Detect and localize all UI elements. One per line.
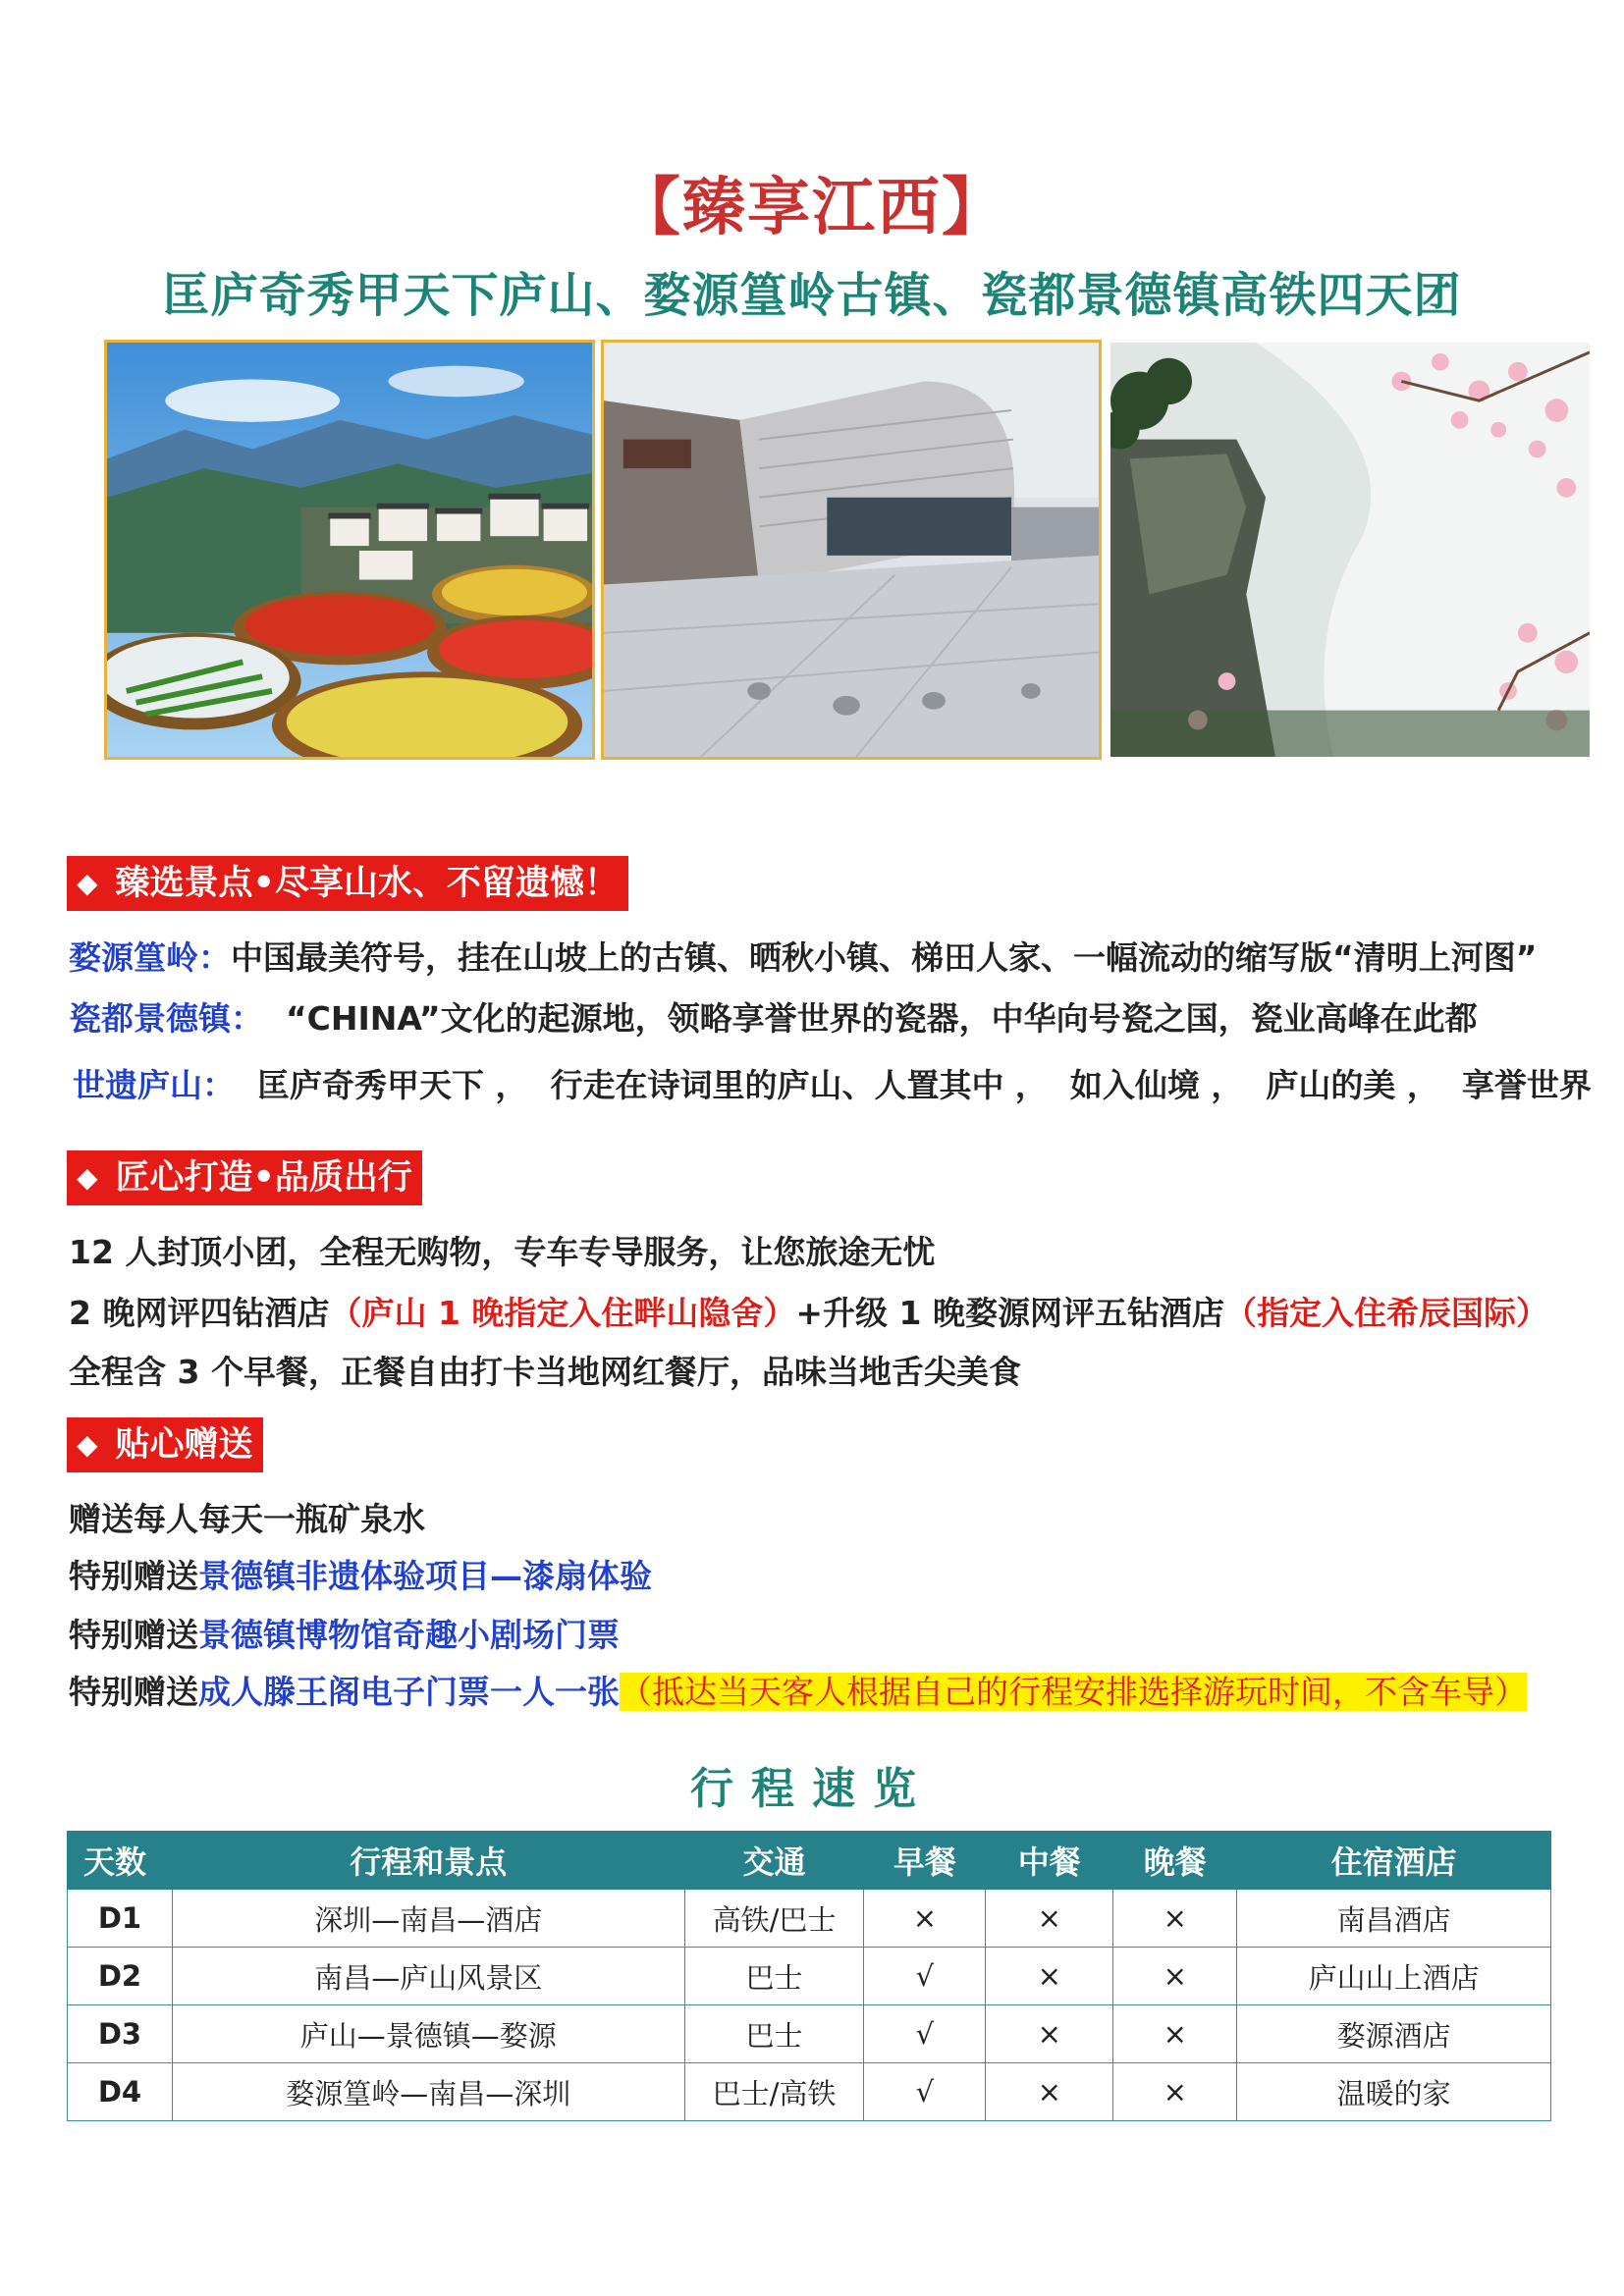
quality-line-small-group: 12 人封顶小团，全程无购物，专车专导服务，让您旅途无忧 [69,1233,936,1271]
gift-line-water: 赠送每人每天一瓶矿泉水 [69,1500,425,1538]
diamond-icon: ◆ [77,1428,98,1461]
table-cell-route: 深圳—南昌—酒店 [172,1890,684,1948]
column-header: 天数 [68,1832,173,1890]
section-heading-gifts: ◆ 贴心赠送 [67,1417,263,1472]
table-cell-transport: 高铁/巴士 [684,1890,864,1948]
gift-line-tengwang: 特别赠送成人滕王阁电子门票一人一张（抵达当天客人根据自己的行程安排选择游玩时间，不含车导） [69,1673,1527,1711]
itinerary-table [67,1831,1551,2121]
table-cell-breakfast: √ [864,2005,986,2063]
table-cell-dinner: × [1113,2063,1237,2121]
page-title: 【臻享江西】 [618,172,1006,244]
table-cell-day: D4 [68,2063,173,2121]
scenic-item-lushan: 世遗庐山： 匡庐奇秀甲天下 ， 行走在诗词里的庐山、人置其中 ， 如入仙境 ， 庐山的美 ， 享誉世界 [73,1066,1592,1104]
photo-huangling-village [104,340,595,760]
table-cell-day: D3 [68,2005,173,2063]
photo-lushan-cliff [1108,340,1593,760]
quality-line-meals: 全程含 3 个早餐，正餐自由打卡当地网红餐厅，品味当地舌尖美食 [69,1353,1021,1391]
table-cell-route: 南昌—庐山风景区 [172,1948,684,2005]
table-cell-hotel: 庐山山上酒店 [1237,1948,1551,2005]
scenic-item-huangling: 婺源篁岭：中国最美符号，挂在山坡上的古镇、晒秋小镇、梯田人家、一幅流动的缩写版“清明上河图” [69,938,1538,977]
table-cell-breakfast: √ [864,2063,986,2121]
column-header: 交通 [684,1832,864,1890]
photo-jingdezhen-museum [601,340,1102,760]
table-cell-lunch: × [986,2005,1113,2063]
table-cell-lunch: × [986,2063,1113,2121]
column-header: 早餐 [864,1832,986,1890]
quality-line-hotels: 2 晚网评四钻酒店（庐山 1 晚指定入住畔山隐舍）+升级 1 晚婺源网评五钻酒店（指定入住希辰国际） [69,1294,1548,1332]
column-header: 住宿酒店 [1237,1832,1551,1890]
section-heading-quality: ◆ 匠心打造•品质出行 [67,1150,422,1205]
gift-line-lacquer-fan: 特别赠送景德镇非遗体验项目—漆扇体验 [69,1557,652,1595]
table-cell-hotel: 温暖的家 [1237,2063,1551,2121]
table-header-row [68,1832,1551,1890]
table-row [68,1890,1551,1948]
table-cell-dinner: × [1113,1948,1237,2005]
table-cell-hotel: 南昌酒店 [1237,1890,1551,1948]
table-cell-route: 婺源篁岭—南昌—深圳 [172,2063,684,2121]
table-cell-breakfast: √ [864,1948,986,2005]
table-cell-lunch: × [986,1948,1113,2005]
section-heading-scenic: ◆ 臻选景点•尽享山水、不留遗憾！ [67,856,628,911]
table-row [68,2005,1551,2063]
itinerary-title: 行程速览 [690,1764,934,1814]
table-cell-dinner: × [1113,1890,1237,1948]
table-cell-day: D2 [68,1948,173,2005]
table-cell-lunch: × [986,1890,1113,1948]
table-cell-transport: 巴士/高铁 [684,2063,864,2121]
column-header: 晚餐 [1113,1832,1237,1890]
table-row [68,1948,1551,2005]
table-cell-day: D1 [68,1890,173,1948]
table-cell-route: 庐山—景德镇—婺源 [172,2005,684,2063]
table-cell-hotel: 婺源酒店 [1237,2005,1551,2063]
table-cell-transport: 巴士 [684,1948,864,2005]
diamond-icon: ◆ [77,867,98,899]
column-header: 中餐 [986,1832,1113,1890]
gift-line-theater: 特别赠送景德镇博物馆奇趣小剧场门票 [69,1616,620,1654]
column-header: 行程和景点 [172,1832,684,1890]
table-row [68,2063,1551,2121]
table-cell-transport: 巴士 [684,2005,864,2063]
scenic-item-jingdezhen: 瓷都景德镇： “CHINA”文化的起源地，领略享誉世界的瓷器，中华向号瓷之国，瓷业高峰在此都 [69,999,1478,1038]
gift-note-highlight: （抵达当天客人根据自己的行程安排选择游玩时间，不含车导） [620,1673,1527,1711]
table-cell-dinner: × [1113,2005,1237,2063]
table-cell-breakfast: × [864,1890,986,1948]
diamond-icon: ◆ [77,1161,98,1194]
page-subtitle: 匡庐奇秀甲天下庐山、婺源篁岭古镇、瓷都景德镇高铁四天团 [162,268,1462,323]
